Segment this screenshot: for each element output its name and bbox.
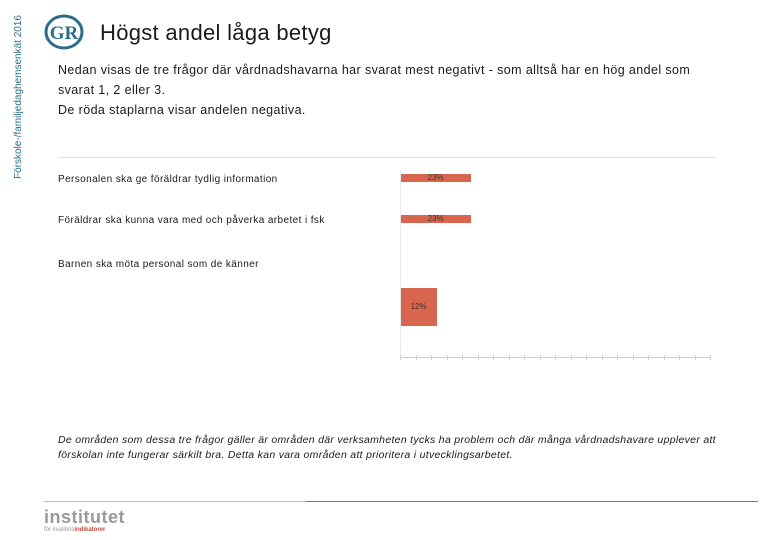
institutet-tagline (44, 526, 125, 534)
tagline-highlight: indikatorer (74, 527, 106, 533)
x-axis-tick (586, 355, 587, 360)
bar-value-label: 12% (410, 302, 427, 311)
x-axis-tick (462, 355, 463, 360)
x-axis-tick (493, 355, 494, 360)
footer-divider-right (306, 501, 758, 502)
question-label: Föräldrar ska kunna vara med och påverka arbetet i fsk (58, 215, 325, 226)
x-axis-tick (524, 355, 525, 360)
x-axis-tick (416, 355, 417, 360)
x-axis-tick (602, 355, 603, 360)
x-axis-tick (540, 355, 541, 360)
x-axis-tick (571, 355, 572, 360)
chart-value-axis-line (400, 170, 401, 358)
tagline-prefix: för kvalitets (44, 527, 75, 533)
x-axis-tick (679, 355, 680, 360)
institutet-brand: institutet (44, 507, 125, 527)
x-axis-tick (478, 355, 479, 360)
x-axis-tick (509, 355, 510, 360)
intro-text (58, 60, 728, 120)
gr-logo (44, 14, 84, 50)
question-label: Personalen ska ge föräldrar tydlig information (58, 174, 278, 185)
x-axis-tick (447, 355, 448, 360)
intro-line-1: Nedan visas de tre frågor där vårdnadshavarna har svarat mest negativt - som alltså har en hög andel som svarat 1, 2 eller 3. (58, 63, 691, 97)
separator (58, 157, 715, 158)
x-axis-tick (710, 355, 711, 360)
bar-value-label: 23% (427, 214, 444, 223)
institutet-logo (44, 508, 125, 534)
x-axis-tick (633, 355, 634, 360)
x-axis-tick (555, 355, 556, 360)
x-axis-tick (431, 355, 432, 360)
x-axis-tick (695, 355, 696, 360)
x-axis-tick (648, 355, 649, 360)
intro-line-2: De röda staplarna visar andelen negativa. (58, 103, 306, 117)
x-axis-tick (617, 355, 618, 360)
logo-text: GR (49, 23, 79, 44)
page-title: Högst andel låga betyg (100, 20, 332, 45)
question-label: Barnen ska möta personal som de känner (58, 259, 259, 270)
bar-value-label: 23% (427, 173, 444, 182)
side-label: Förskole-/familjedaghemsenkät 2016 (13, 15, 24, 179)
conclusion-text: De områden som dessa tre frågor gäller är områden där verksamheten tycks ha problem och där många vårdnadshavare upplever att förskolan inte fungerar särkilt bra. Detta kan vara områden att prioritera i utvecklingsarbetet. (58, 434, 716, 461)
x-axis-tick (664, 355, 665, 360)
x-axis-tick (400, 355, 401, 360)
footer-divider-left (44, 501, 306, 502)
